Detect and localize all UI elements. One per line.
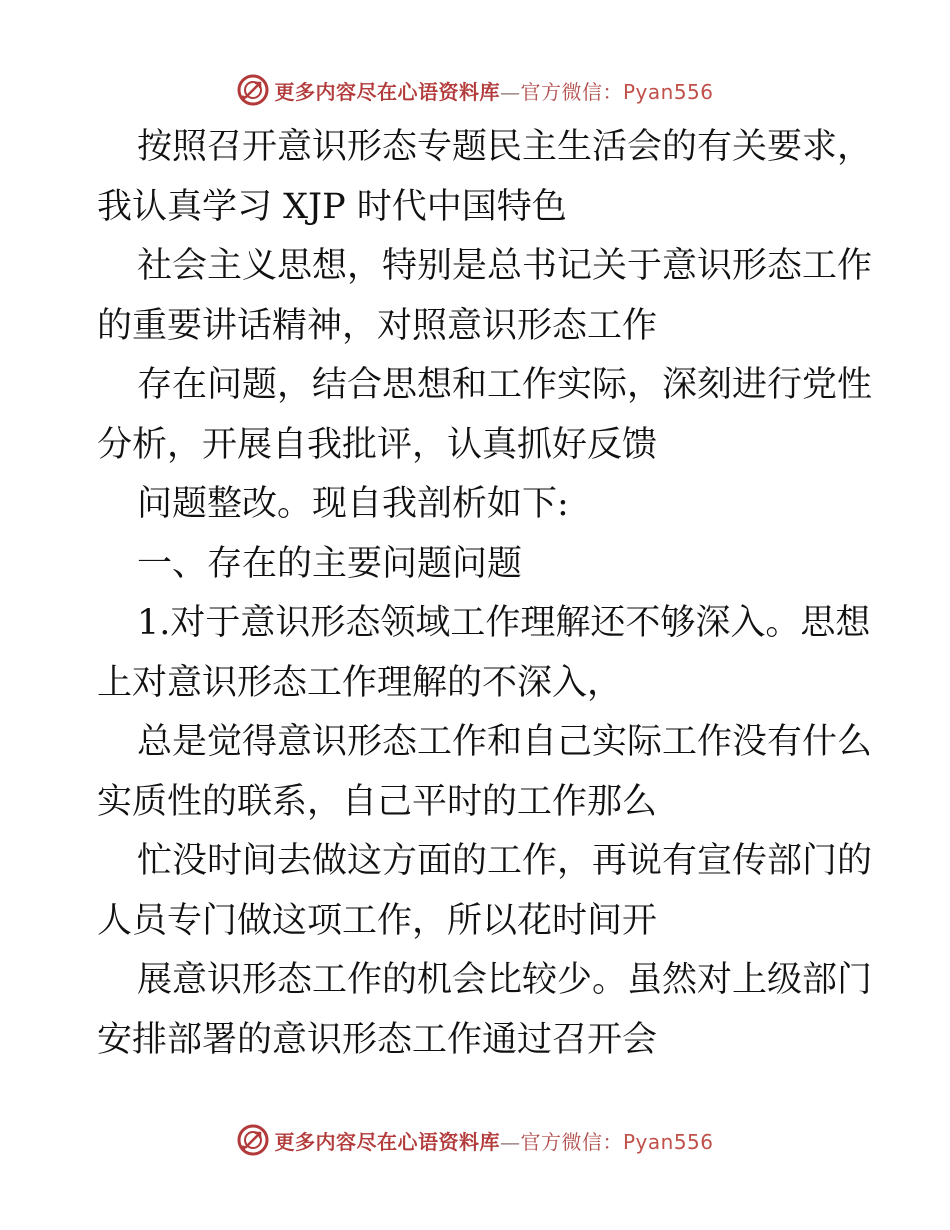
paragraph-line: 存在问题，结合思想和工作实际，深刻进行党性 — [137, 365, 873, 405]
seal-logo-icon — [236, 1123, 270, 1157]
header-text — [274, 76, 713, 105]
header-brand: 更多内容尽在心语资料库 — [274, 79, 500, 104]
footer-text — [274, 1126, 713, 1155]
paragraph-line: 按照召开意识形态专题民主生活会的有关要求， — [137, 127, 873, 167]
header-dash: — — [499, 79, 521, 104]
header-contact-label: 官方微信： — [520, 79, 623, 104]
paragraph-line: 实质性的联系，自己平时的工作那么 — [97, 781, 658, 822]
paragraph-line: 社会主义思想，特别是总书记关于意识形态工作 — [137, 246, 873, 286]
paragraph-line: 上对意识形态工作理解的不深入， — [97, 662, 623, 703]
footer-brand: 更多内容尽在心语资料库 — [274, 1129, 500, 1154]
footer-contact-label: 官方微信： — [520, 1129, 623, 1154]
document-body — [97, 118, 873, 1070]
paragraph-line: 的重要讲话精神，对照意识形态工作 — [97, 305, 658, 346]
paragraph-line: 我认真学习 XJP 时代中国特色 — [97, 186, 567, 227]
footer-dash: — — [499, 1129, 521, 1154]
paragraph-line: 安排部署的意识形态工作通过召开会 — [97, 1019, 658, 1060]
paragraph-line: 总是觉得意识形态工作和自己实际工作没有什么 — [137, 722, 873, 762]
paragraph-line: 忙没时间去做这方面的工作，再说有宣传部门的 — [137, 841, 873, 881]
paragraph-line: 1.对于意识形态领域工作理解还不够深入。思想 — [137, 603, 871, 643]
paragraph-line: 分析，开展自我批评，认真抓好反馈 — [97, 424, 658, 465]
paragraph-line: 展意识形态工作的机会比较少。虽然对上级部门 — [137, 960, 873, 1000]
footer-wechat-id: Pyan556 — [622, 1129, 714, 1154]
section-heading: 一、存在的主要问题问题 — [137, 543, 523, 584]
header-banner — [0, 68, 950, 112]
paragraph-line: 人员专门做这项工作，所以花时间开 — [97, 900, 658, 941]
footer-banner — [0, 1118, 950, 1162]
seal-logo-icon — [236, 73, 270, 107]
header-wechat-id: Pyan556 — [622, 79, 714, 104]
paragraph-line: 问题整改。现自我剖析如下: — [137, 484, 569, 524]
